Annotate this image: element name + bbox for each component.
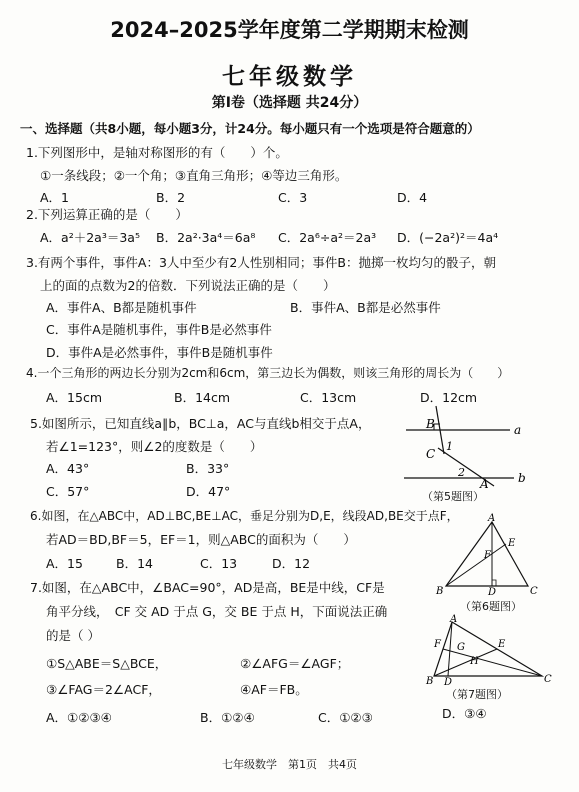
- q3-stem-line1: 3.有两个事件，事件A：3人中至少有2人性别相同；事件B：抛掷一枚均匀的骰子，朝: [26, 255, 496, 270]
- page-footer: 七年级数学 第1页 共4页: [222, 758, 357, 771]
- q2-option-a: A．a²＋2a³＝3a⁵: [40, 230, 140, 245]
- q6-label-c: C: [530, 586, 538, 597]
- q1-option-b: B．2: [156, 190, 186, 205]
- q5-label-a-line: a: [514, 423, 522, 437]
- q6-caption: （第6题图）: [460, 600, 522, 613]
- q7-option-b: B．①②④: [200, 710, 255, 725]
- q1-items: ①一条线段；②一个角；③直角三角形；④等边三角形。: [40, 168, 348, 183]
- q6-option-d: D．12: [272, 556, 311, 571]
- q7-label-h: H: [470, 656, 479, 667]
- q7-statement-2: ②∠AFG＝∠AGF；: [240, 656, 350, 671]
- q7-label-c: C: [544, 674, 552, 685]
- q5-option-c: C．57°: [46, 484, 90, 499]
- q7-label-e: E: [498, 639, 506, 650]
- q3-option-c: C．事件A是随机事件，事件B是必然事件: [46, 322, 272, 337]
- q3-stem-line2: 上的面的点数为2的倍数．下列说法正确的是（ ）: [40, 278, 336, 293]
- q7-statement-3: ③∠FAG＝2∠ACF，: [46, 682, 161, 697]
- subject-title: 七年级数学: [222, 63, 357, 90]
- q7-option-a: A．①②③④: [46, 710, 112, 725]
- q1-option-a: A．1: [40, 190, 70, 205]
- q5-label-b: B: [426, 417, 435, 431]
- q7-caption: （第7题图）: [446, 688, 508, 701]
- q7-label-g: G: [457, 642, 465, 653]
- q2-option-c: C．2a⁶÷a²＝2a³: [278, 230, 377, 245]
- q7-altitude-ad: [448, 622, 452, 676]
- q6-figure: [432, 514, 536, 596]
- q5-stem-line2: 若∠1=123°，则∠2的度数是（ ）: [46, 439, 263, 454]
- q1-option-d: D．4: [397, 190, 428, 205]
- q7-figure: [424, 614, 554, 686]
- exam-title: 2024–2025学年度第二学期期末检测: [110, 18, 469, 42]
- q6-label-b: B: [436, 586, 444, 597]
- q4-stem: 4.一个三角形的两边长分别为2cm和6cm，第三边长为偶数，则该三角形的周长为（ ）: [26, 366, 510, 380]
- q2-option-b: B．2a²·3a⁴＝6a⁸: [156, 230, 256, 245]
- q5-label-angle2: 2: [458, 466, 465, 479]
- q5-label-c: C: [426, 447, 436, 461]
- q7-option-c: C．①②③: [318, 710, 373, 725]
- q7-statement-1: ①S△ABE＝S△BCE，: [46, 656, 168, 671]
- q5-label-angle1: 1: [446, 440, 453, 453]
- q5-option-d: D．47°: [186, 484, 231, 499]
- q7-label-d: D: [444, 677, 453, 688]
- q5-stem-line1: 5.如图所示，已知直线a∥b，BC⊥a，AC与直线b相交于点A，: [30, 416, 371, 431]
- q2-option-d: D．(−2a²)²＝4a⁴: [397, 230, 499, 245]
- q7-stem-line1: 7.如图，在△ABC中，∠BAC=90°，AD是高，BE是中线，CF是: [30, 580, 385, 595]
- q6-stem-line1: 6.如图，在△ABC中，AD⊥BC,BE⊥AC，垂足分别为D,E，线段AD,BE交于点F，: [30, 509, 459, 523]
- q3-option-b: B．事件A、B都是必然事件: [290, 300, 441, 315]
- q4-option-a: A．15cm: [46, 390, 103, 405]
- q5-option-a: A．43°: [46, 461, 90, 476]
- q7-label-a: A: [450, 614, 458, 625]
- q7-stem-line2: 角平分线， CF 交 AD 于点 G，交 BE 于点 H，下面说法正确: [46, 604, 388, 619]
- q7-option-d: D．③④: [442, 706, 487, 721]
- q7-label-f: F: [434, 639, 441, 650]
- part-title: 第Ⅰ卷（选择题 共24分）: [211, 95, 368, 111]
- q4-option-c: C．13cm: [300, 390, 357, 405]
- q4-option-b: B．14cm: [174, 390, 231, 405]
- q7-median-be: [434, 649, 497, 676]
- q6-option-c: C．13: [200, 556, 238, 571]
- q5-figure: [398, 396, 532, 491]
- q6-option-a: A．15: [46, 556, 83, 571]
- q4-option-d: D．12cm: [420, 390, 478, 405]
- q5-label-b-line: b: [518, 471, 526, 485]
- section-heading: 一、选择题（共8小题，每小题3分，计24分。每小题只有一个选项是符合题意的）: [20, 121, 480, 136]
- q7-bisector-cf: [443, 649, 542, 676]
- q2-stem: 2.下列运算正确的是（ ）: [26, 207, 188, 222]
- q6-label-e: E: [508, 538, 516, 549]
- q6-option-b: B．14: [116, 556, 153, 571]
- q3-option-d: D．事件A是必然事件，事件B是随机事件: [46, 345, 273, 360]
- q7-stem-line3: 的是（ ）: [46, 628, 100, 643]
- q1-option-c: C．3: [278, 190, 308, 205]
- q5-label-a-point: A: [480, 477, 489, 491]
- q5-caption: （第5题图）: [422, 490, 484, 503]
- q6-label-f: F: [484, 550, 491, 561]
- q5-option-b: B．33°: [186, 461, 230, 476]
- q6-label-a: A: [488, 513, 496, 524]
- q7-statement-4: ④AF＝FB。: [240, 682, 308, 697]
- q6-right-angle-mark: [492, 580, 496, 586]
- q6-altitude-be: [446, 544, 506, 586]
- q1-stem: 1.下列图形中，是轴对称图形的有（ ）个。: [26, 145, 288, 160]
- q6-stem-line2: 若AD＝BD,BF＝5，EF＝1，则△ABC的面积为（ ）: [46, 532, 356, 547]
- q7-label-b: B: [426, 676, 434, 687]
- q3-option-a: A．事件A、B都是随机事件: [46, 300, 197, 315]
- q6-label-d: D: [488, 587, 497, 598]
